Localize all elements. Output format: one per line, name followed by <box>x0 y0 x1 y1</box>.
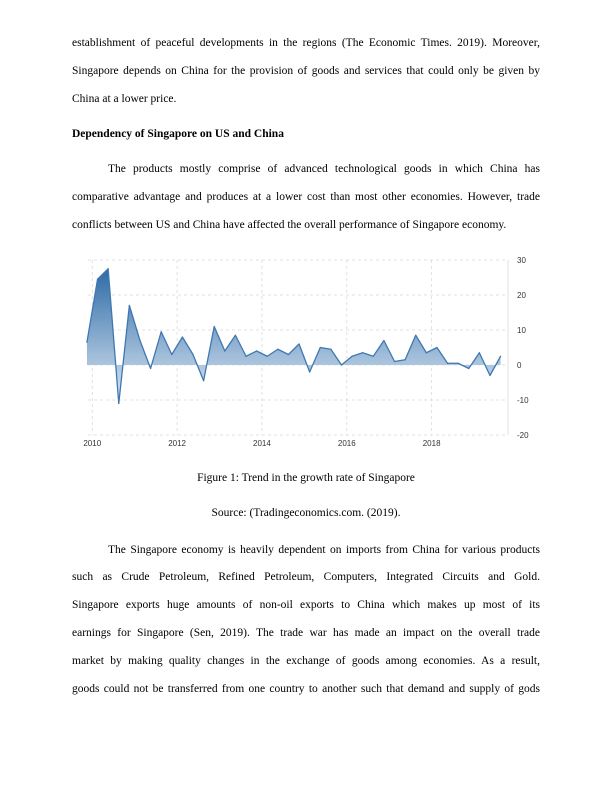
figure-caption: Figure 1: Trend in the growth rate of Singapore <box>197 472 415 484</box>
data-point <box>139 340 140 341</box>
data-point <box>108 268 109 269</box>
y-tick-label: 20 <box>517 291 526 300</box>
data-point <box>447 363 448 364</box>
data-point <box>86 342 87 343</box>
data-point <box>298 343 299 344</box>
x-tick-label: 2014 <box>253 439 271 448</box>
data-point <box>161 331 162 332</box>
paragraph-3-line-5: market by making quality changes in the exchange of goods among economies. As a result, <box>72 655 540 667</box>
data-point <box>458 363 459 364</box>
series-line <box>87 269 501 404</box>
data-point <box>118 403 119 404</box>
data-point <box>426 352 427 353</box>
y-tick-label: -20 <box>517 431 529 440</box>
paragraph-3-line-3: Singapore exports huge amounts of non-oil exports to China which makes up most of its <box>72 599 540 611</box>
data-point <box>277 349 278 350</box>
data-point <box>171 354 172 355</box>
data-point <box>436 347 437 348</box>
data-point <box>489 375 490 376</box>
paragraph-3-line-2: such as Crude Petroleum, Refined Petroleum, Computers, Integrated Circuits and Gold. <box>72 571 540 583</box>
data-point <box>479 352 480 353</box>
x-tick-label: 2012 <box>168 439 186 448</box>
data-point <box>309 371 310 372</box>
y-tick-label: 10 <box>517 326 526 335</box>
data-point <box>150 368 151 369</box>
data-point <box>97 279 98 280</box>
paragraph-3-line-6: goods could not be transferred from one country to another such that demand and supply of gods <box>72 683 540 695</box>
data-point <box>192 354 193 355</box>
data-point <box>468 368 469 369</box>
data-point <box>415 335 416 336</box>
data-point <box>214 326 215 327</box>
figure-source: Source: (Tradingeconomics.com. (2019). <box>211 507 401 519</box>
x-tick-label: 2010 <box>83 439 102 448</box>
data-point <box>330 349 331 350</box>
data-point <box>341 364 342 365</box>
data-point <box>182 336 183 337</box>
data-point <box>267 356 268 357</box>
paragraph-1-line-2: Singapore depends on China for the provision of goods and services that could only be given by <box>72 65 540 77</box>
chart-line-layer <box>86 268 501 404</box>
paragraph-1-line-1: establishment of peaceful developments in the regions (The Economic Times. 2019). Moreover, <box>72 37 540 49</box>
paragraph-2-line-3: conflicts between US and China have affected the overall performance of Singapore economy. <box>72 219 507 231</box>
data-point <box>245 356 246 357</box>
data-point <box>362 352 363 353</box>
x-tick-label: 2016 <box>337 439 356 448</box>
data-point <box>224 350 225 351</box>
paragraph-2-line-2: comparative advantage and produces at a lower cost than most other economies. However, trade <box>72 191 540 203</box>
growth-rate-chart <box>80 252 536 452</box>
y-tick-label: -10 <box>517 396 529 405</box>
data-point <box>288 354 289 355</box>
y-tick-label: 0 <box>517 361 522 370</box>
paragraph-3-line-4: earnings for Singapore (Sen, 2019). The trade war has made an impact on the overall trade <box>72 627 540 639</box>
section-heading: Dependency of Singapore on US and China <box>72 128 284 140</box>
paragraph-1-line-3: China at a lower price. <box>72 93 177 105</box>
chart-tick-labels <box>83 256 529 448</box>
series-area <box>87 269 501 404</box>
y-tick-label: 30 <box>517 256 526 265</box>
data-point <box>373 356 374 357</box>
data-point <box>383 340 384 341</box>
data-point <box>203 380 204 381</box>
data-point <box>320 347 321 348</box>
data-point <box>256 350 257 351</box>
data-point <box>394 361 395 362</box>
data-point <box>405 359 406 360</box>
chart-area-layer <box>87 269 501 404</box>
data-point <box>351 356 352 357</box>
data-point <box>235 335 236 336</box>
paragraph-3-line-1: The Singapore economy is heavily dependent on imports from China for various products <box>108 544 540 556</box>
x-tick-label: 2018 <box>422 439 441 448</box>
data-point <box>500 356 501 357</box>
paragraph-2-line-1: The products mostly comprise of advanced technological goods in which China has <box>108 163 540 175</box>
data-point <box>129 305 130 306</box>
